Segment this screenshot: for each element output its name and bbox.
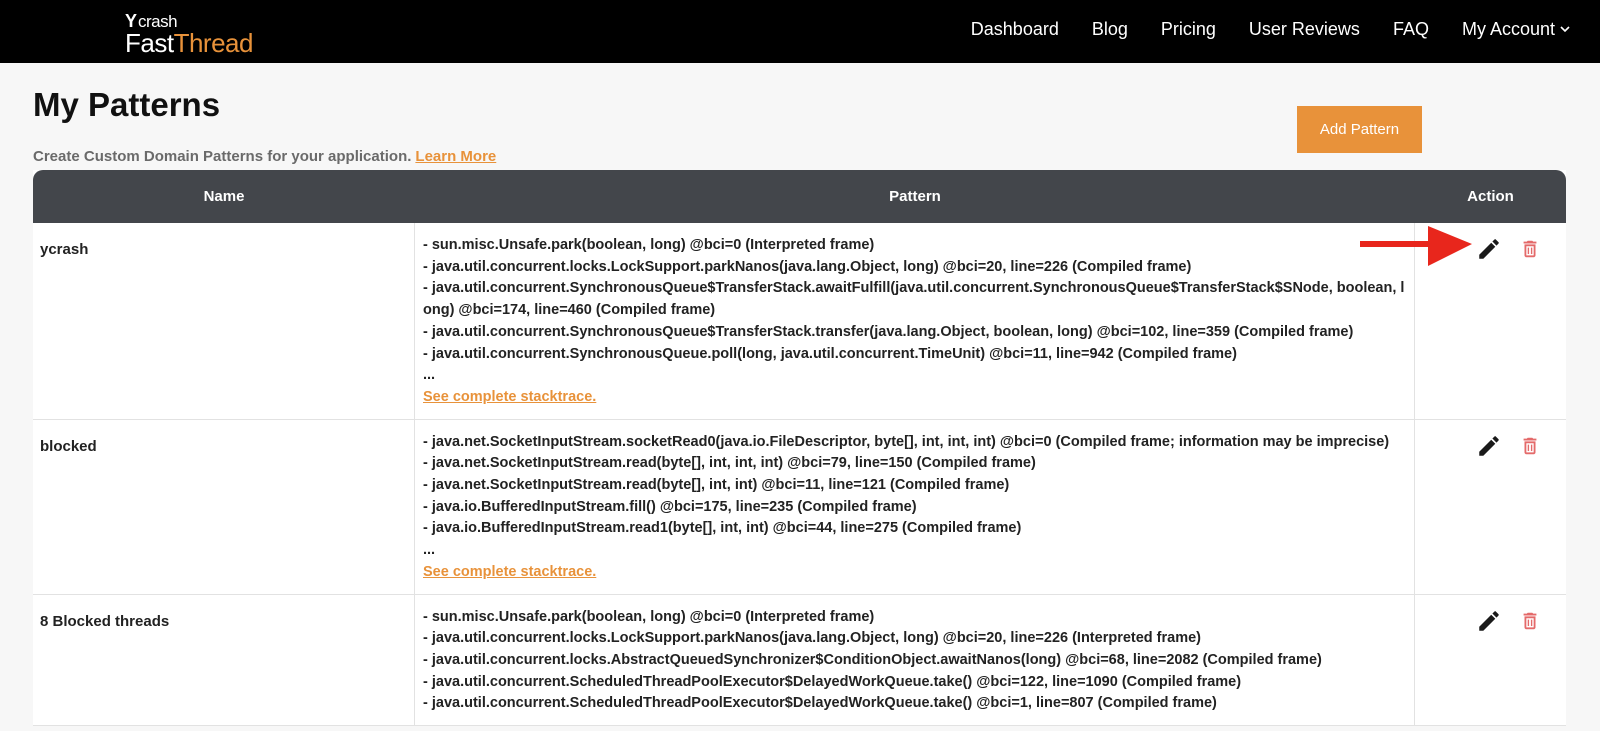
logo-fast-text: Fast <box>125 28 174 58</box>
nav-dashboard[interactable]: Dashboard <box>970 18 1059 39</box>
stack-line: - java.util.concurrent.SynchronousQueue.poll(long, java.util.concurrent.TimeUnit) @bci=11, line=942 (Compiled frame) <box>423 345 1237 362</box>
ycrash-logo-mark: Y crash <box>125 11 178 31</box>
table-row <box>33 223 1566 420</box>
pattern-name: ycrash <box>33 223 415 419</box>
main-nav <box>971 0 1570 58</box>
stack-line: - java.io.BufferedInputStream.fill() @bci=175, line=235 (Compiled frame) <box>423 498 917 515</box>
trash-icon[interactable] <box>1519 610 1541 632</box>
stack-line: - java.util.concurrent.SynchronousQueue$TransferStack.awaitFulfill(java.util.concurrent.SynchronousQueue$TransferStack$SNode, boolean, long) @bci=174, line=460 (Compiled frame) <box>423 280 1405 319</box>
row-actions <box>1415 420 1566 594</box>
nav-my-account[interactable] <box>1462 19 1570 40</box>
see-complete-stacktrace-link[interactable]: See complete stacktrace. <box>423 388 597 405</box>
learn-more-link[interactable]: Learn More <box>415 148 497 165</box>
pattern-stacktrace <box>415 420 1415 594</box>
stack-ellipsis: ... <box>423 367 436 384</box>
stack-line: - java.util.concurrent.SynchronousQueue$TransferStack.transfer(java.lang.Object, boolean, long) @bci=102, line=359 (Compiled frame) <box>423 323 1354 340</box>
stack-line: - java.util.concurrent.locks.AbstractQueuedSynchronizer$ConditionObject.awaitNanos(long) @bci=68, line=2082 (Compiled frame) <box>423 651 1322 668</box>
nav-pricing[interactable]: Pricing <box>1160 18 1216 39</box>
stack-line: - sun.misc.Unsafe.park(boolean, long) @bci=0 (Interpreted frame) <box>423 608 875 625</box>
patterns-table <box>33 170 1566 726</box>
pencil-icon[interactable] <box>1476 236 1502 262</box>
pattern-stacktrace <box>415 595 1415 726</box>
stack-line: - java.util.concurrent.locks.LockSupport.parkNanos(java.lang.Object, long) @bci=20, line=226 (Interpreted frame) <box>423 630 1202 647</box>
stack-line: - java.util.concurrent.locks.LockSupport.parkNanos(java.lang.Object, long) @bci=20, line=226 (Compiled frame) <box>423 258 1192 275</box>
table-row <box>33 420 1566 595</box>
my-account-label: My Account <box>1461 18 1555 39</box>
column-header-pattern: Pattern <box>889 188 941 205</box>
pattern-name: 8 Blocked threads <box>33 595 415 726</box>
stack-line: - java.net.SocketInputStream.read(byte[], int, int, int) @bci=79, line=150 (Compiled frame) <box>423 455 1036 472</box>
stack-line: - sun.misc.Unsafe.park(boolean, long) @bci=0 (Interpreted frame) <box>423 237 875 253</box>
stack-line: - java.net.SocketInputStream.socketRead0(java.io.FileDescriptor, byte[], int, int, int) @bci=0 (Compiled frame; information may be imprecise) <box>423 433 1390 450</box>
pattern-name: blocked <box>33 420 415 594</box>
column-header-name: Name <box>203 188 245 205</box>
see-complete-stacktrace-link[interactable]: See complete stacktrace. <box>423 563 597 580</box>
pencil-icon[interactable] <box>1476 433 1502 459</box>
chevron-down-icon <box>1560 17 1570 38</box>
stack-line: - java.io.BufferedInputStream.read1(byte[], int, int) @bci=44, line=275 (Compiled frame) <box>423 520 1022 537</box>
fastthread-logo[interactable] <box>125 8 253 57</box>
trash-icon[interactable] <box>1519 238 1541 260</box>
stack-line: - java.net.SocketInputStream.read(byte[], int, int) @bci=11, line=121 (Compiled frame) <box>423 477 1010 494</box>
subtitle-text: Create Custom Domain Patterns for your application. <box>33 148 412 165</box>
table-row <box>33 595 1566 727</box>
stack-ellipsis: ... <box>423 542 436 559</box>
add-pattern-button[interactable]: Add Pattern <box>1297 106 1422 153</box>
table-header <box>33 170 1566 223</box>
nav-faq[interactable]: FAQ <box>1392 18 1429 39</box>
pattern-stacktrace <box>415 223 1415 419</box>
red-arrow-icon <box>1360 226 1472 271</box>
page-subtitle <box>33 148 496 165</box>
row-actions <box>1415 595 1566 726</box>
stack-line: - java.util.concurrent.ScheduledThreadPoolExecutor$DelayedWorkQueue.take() @bci=122, line=1090 (Compiled frame) <box>423 673 1242 690</box>
trash-icon[interactable] <box>1519 435 1541 457</box>
column-header-action: Action <box>1467 188 1514 205</box>
nav-user-reviews[interactable]: User Reviews <box>1248 18 1360 39</box>
logo-thread-text: Thread <box>173 28 253 58</box>
stack-line: - java.util.concurrent.ScheduledThreadPoolExecutor$DelayedWorkQueue.take() @bci=1, line=807 (Compiled frame) <box>423 695 1217 712</box>
nav-blog[interactable]: Blog <box>1091 18 1128 39</box>
pencil-icon[interactable] <box>1476 608 1502 634</box>
page-title: My Patterns <box>33 86 221 123</box>
top-navbar <box>0 0 1600 63</box>
